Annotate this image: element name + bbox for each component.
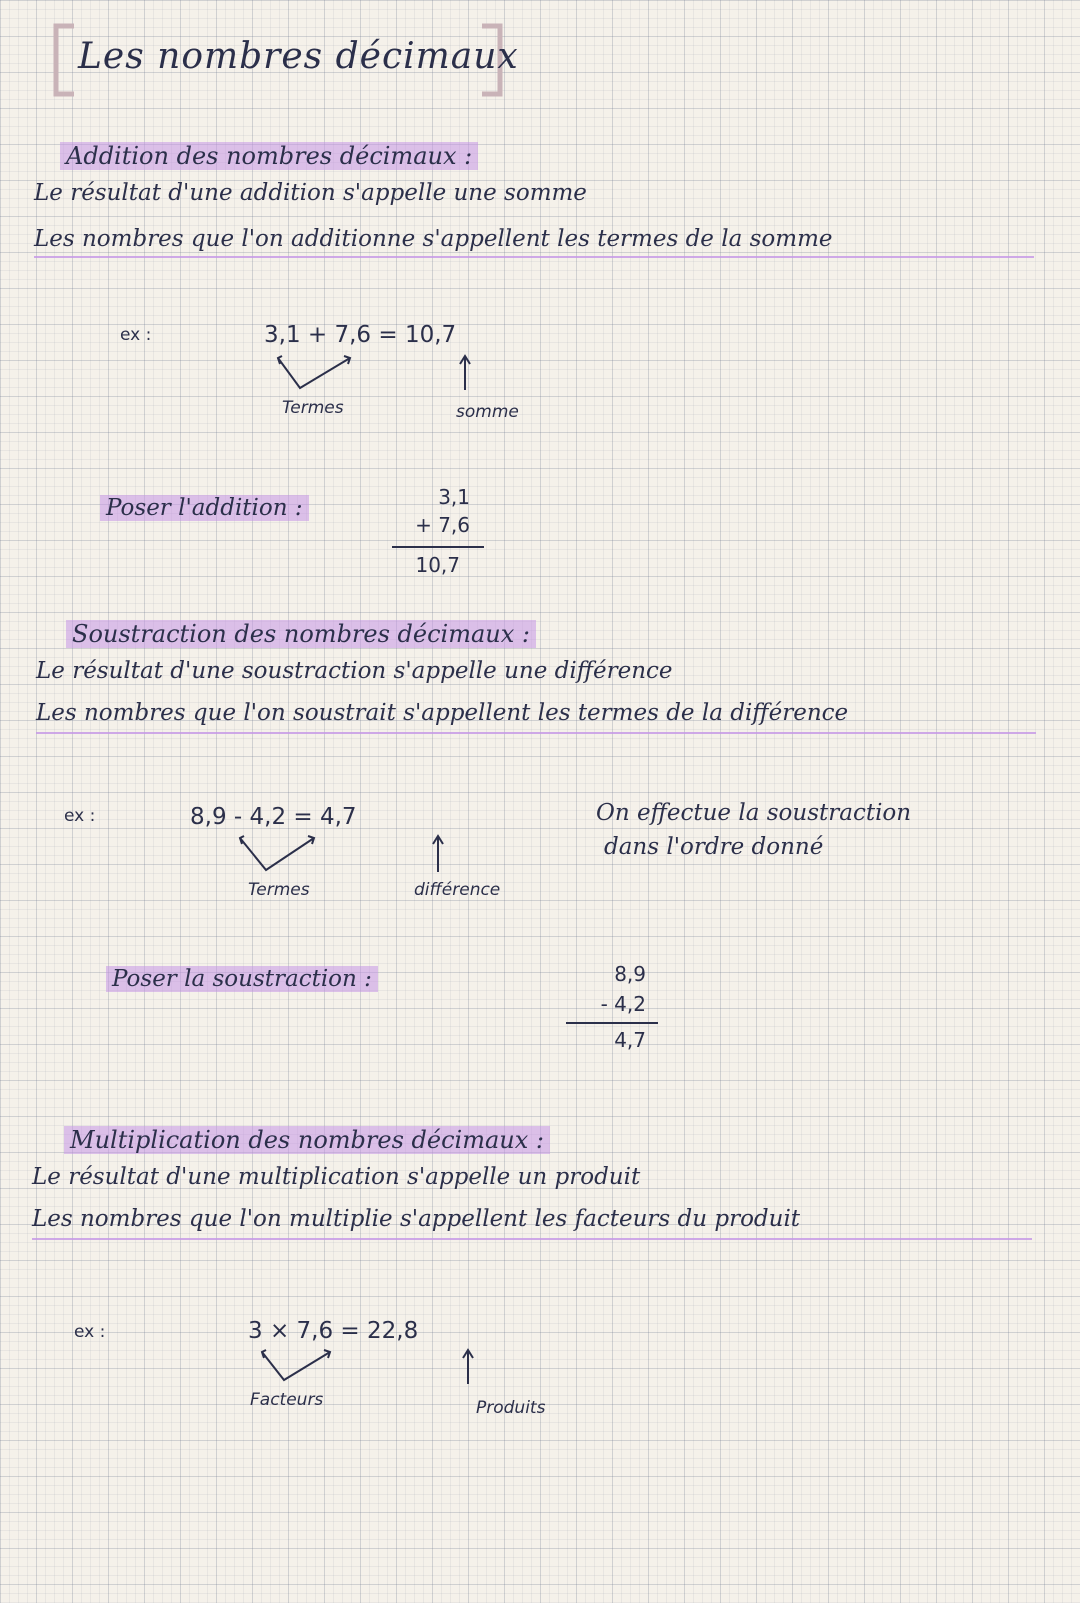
multiplication-line-2: Les nombres que l'on multiplie s'appellent les facteurs du produit [32, 1206, 801, 1232]
soustraction-note-2: dans l'ordre donné [604, 834, 824, 860]
addition-heading: Addition des nombres décimaux : [60, 142, 478, 170]
addition-arrows [270, 352, 490, 402]
soustraction-line-1: Le résultat d'une soustraction s'appelle une différence [36, 658, 673, 684]
soustraction-col-b: - 4,2 [600, 992, 646, 1016]
title-frame [52, 22, 519, 98]
multiplication-facteurs-label: Facteurs [250, 1390, 324, 1410]
soustraction-difference-label: différence [414, 880, 501, 900]
page-title: Les nombres décimaux [78, 36, 519, 77]
addition-col-rule [392, 546, 484, 548]
soustraction-col-rule [566, 1022, 658, 1024]
multiplication-line-2-underline [32, 1238, 1032, 1240]
addition-line-2: Les nombres que l'on additionne s'appellent les termes de la somme [34, 226, 833, 252]
soustraction-ex-label: ex : [64, 806, 96, 826]
soustraction-col-result: 4,7 [614, 1028, 646, 1052]
multiplication-example: 3 × 7,6 = 22,8 [248, 1318, 419, 1344]
addition-termes-label: Termes [282, 398, 344, 418]
multiplication-heading: Multiplication des nombres décimaux : [64, 1126, 550, 1154]
addition-col-result: 10,7 [415, 553, 460, 577]
soustraction-col-a: 8,9 [614, 962, 646, 986]
soustraction-termes-label: Termes [248, 880, 310, 900]
soustraction-example: 8,9 - 4,2 = 4,7 [190, 804, 357, 830]
soustraction-poser-label: Poser la soustraction : [106, 966, 378, 992]
addition-ex-label: ex : [120, 325, 152, 345]
multiplication-line-1: Le résultat d'une multiplication s'appelle un produit [32, 1164, 641, 1190]
addition-example: 3,1 + 7,6 = 10,7 [264, 322, 457, 348]
addition-somme-label: somme [456, 402, 519, 422]
soustraction-line-2: Les nombres que l'on soustrait s'appellent les termes de la différence [36, 700, 849, 726]
addition-col-b: + 7,6 [415, 513, 470, 537]
addition-line-2-underline [34, 256, 1034, 258]
multiplication-ex-label: ex : [74, 1322, 106, 1342]
multiplication-produits-label: Produits [476, 1398, 546, 1418]
soustraction-line-2-underline [36, 732, 1036, 734]
addition-poser-label: Poser l'addition : [100, 495, 309, 521]
soustraction-arrows [236, 832, 476, 884]
multiplication-arrows [256, 1346, 486, 1394]
addition-col-a: 3,1 [438, 485, 470, 509]
soustraction-heading: Soustraction des nombres décimaux : [66, 620, 536, 648]
addition-line-1: Le résultat d'une addition s'appelle une somme [34, 180, 587, 206]
soustraction-note-1: On effectue la soustraction [596, 800, 912, 826]
